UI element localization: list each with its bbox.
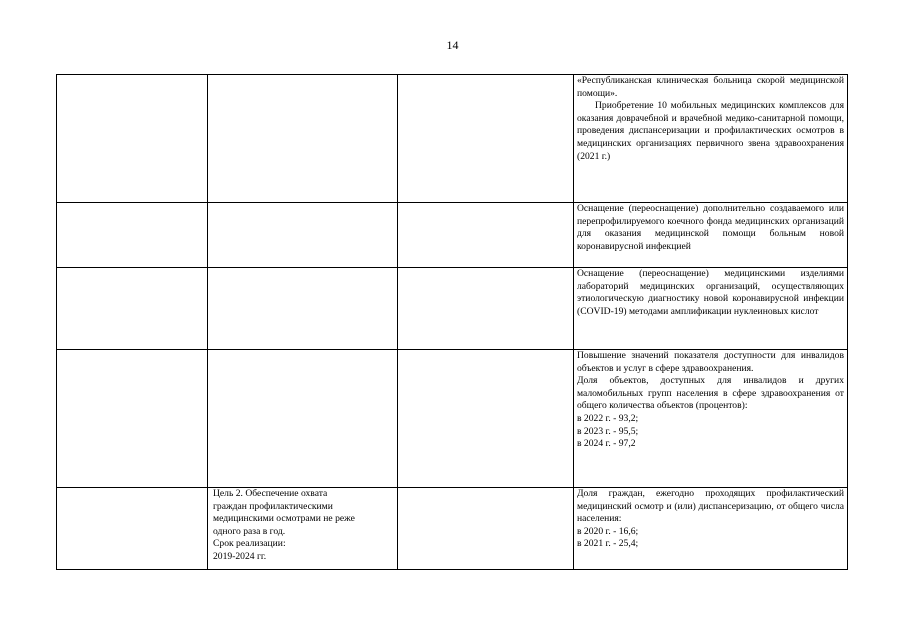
table-cell	[57, 268, 208, 350]
cell-paragraph: Оснащение (переоснащение) дополнительно создаваемого или перепрофилируемого коечного фонда медицинских организаций для оказания медицинской помощи больным новой коронавирусной инфекцией	[577, 203, 844, 252]
goal-line: граждан профилактическими	[213, 500, 333, 512]
table-cell	[57, 75, 208, 203]
goal-line: Цель 2. Обеспечение охвата	[213, 488, 328, 499]
table-row	[57, 268, 848, 350]
table-cell	[398, 203, 574, 268]
table-cell	[57, 488, 208, 570]
cell-paragraph: Приобретение 10 мобильных медицинских комплексов для оказания доврачебной и врачебной медико-санитарной помощи, проведения диспансеризации и профилактических осмотров в медицинских организациях первичного звена здравоохранения (2021 г.)	[577, 100, 844, 162]
cell-paragraph: Доля объектов, доступных для инвалидов и других маломобильных групп населения в сфере здравоохранения от общего количества объектов (процентов):	[577, 375, 844, 412]
table-row	[57, 75, 848, 203]
goal-line: медицинскими осмотрами не реже	[213, 513, 355, 525]
table-cell-description	[574, 350, 848, 488]
table-cell	[57, 350, 208, 488]
table-cell	[398, 268, 574, 350]
table-cell	[398, 75, 574, 203]
table-cell	[208, 203, 398, 268]
table-row	[57, 350, 848, 488]
cell-paragraph: в 2024 г. - 97,2	[577, 438, 636, 450]
cell-paragraph: Оснащение (переоснащение) медицинскими изделиями лабораторий медицинских организаций, осуществляющих этиологическую диагностику новой коронавирусной инфекции (COVID-19) методами амплификации нуклеиновых кислот	[577, 268, 844, 317]
table-cell-description	[574, 488, 848, 570]
table-cell-description	[574, 268, 848, 350]
cell-paragraph: в 2023 г. - 95,5;	[577, 425, 639, 437]
table-cell-description	[574, 203, 848, 268]
page-number: 14	[446, 38, 459, 52]
goal-line: одного раза в год.	[213, 525, 286, 537]
table-cell	[208, 75, 398, 203]
goal-line: 2019-2024 гг.	[213, 550, 267, 562]
table-row	[57, 488, 848, 570]
table-cell-goal	[208, 488, 398, 570]
table-cell	[208, 350, 398, 488]
goal-line: Срок реализации:	[213, 538, 286, 550]
table-row	[57, 203, 848, 268]
cell-paragraph: Доля граждан, ежегодно проходящих профилактический медицинский осмотр и (или) диспансеризацию, от общего числа населения:	[577, 488, 844, 525]
table-cell	[398, 488, 574, 570]
cell-paragraph: «Республиканская клиническая больница скорой медицинской помощи».	[577, 75, 844, 99]
table-cell	[57, 203, 208, 268]
table-cell	[398, 350, 574, 488]
cell-paragraph: в 2021 г. - 25,4;	[577, 538, 639, 550]
program-table	[56, 74, 848, 570]
table-cell-description	[574, 75, 848, 203]
cell-paragraph: в 2020 г. - 16,6;	[577, 525, 639, 537]
cell-paragraph: в 2022 г. - 93,2;	[577, 412, 639, 424]
table-cell	[208, 268, 398, 350]
cell-paragraph: Повышение значений показателя доступности для инвалидов объектов и услуг в сфере здравоохранения.	[577, 350, 844, 374]
